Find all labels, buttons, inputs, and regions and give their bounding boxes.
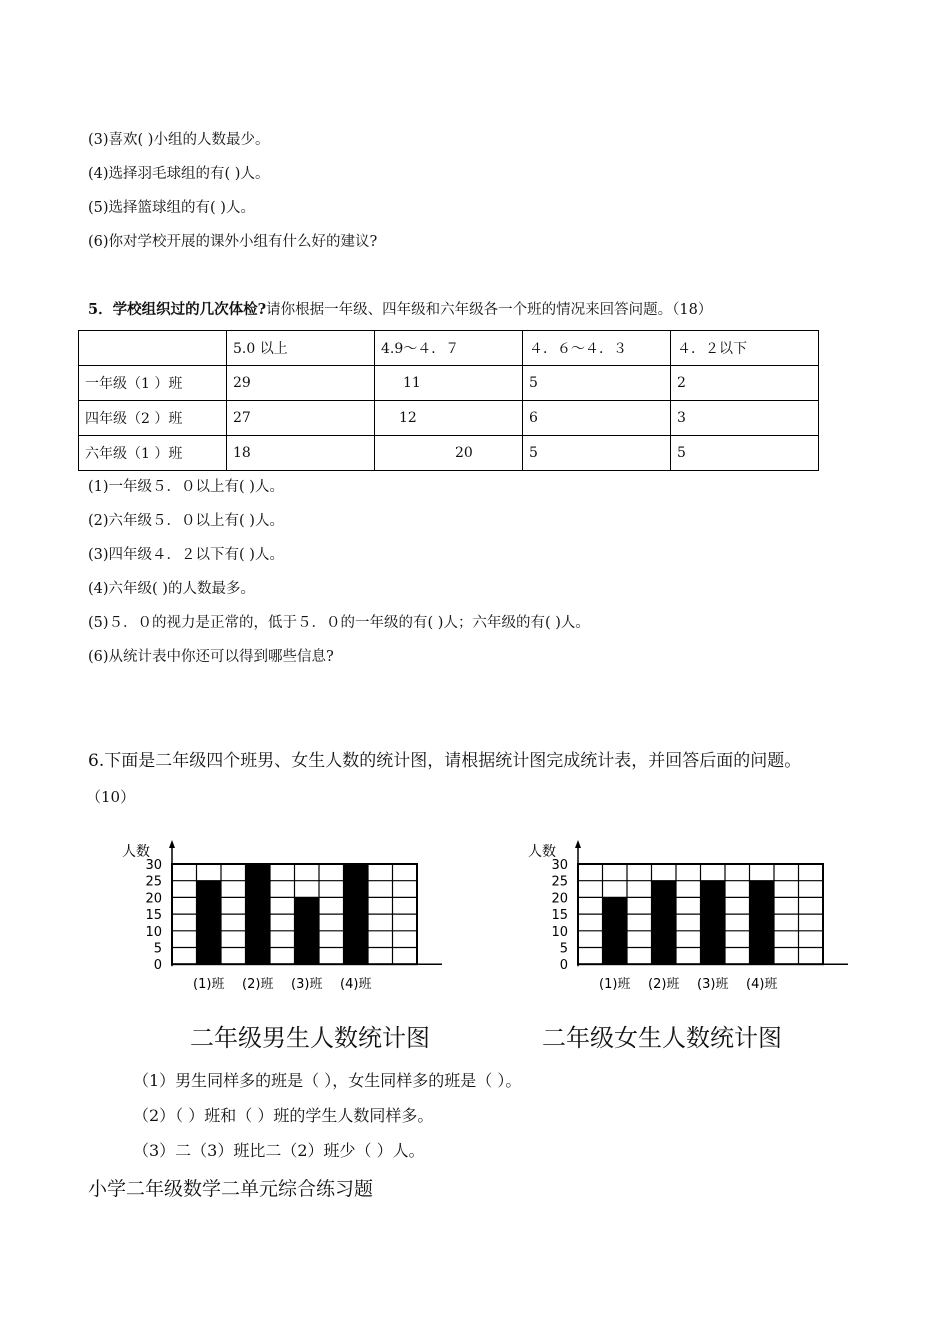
y-tick-label: 0 <box>559 958 568 974</box>
y-axis-label: 人数 <box>528 844 556 860</box>
q5-question-5: (5)５．０的视力是正常的，低于５．０的一年级的有( )人；六年级的有( )人。 <box>88 615 590 631</box>
vision-table <box>78 330 819 471</box>
y-tick-label: 5 <box>153 941 162 957</box>
q5-title-bold: 5．学校组织过的几次体检? <box>88 301 267 318</box>
table-header-cell: 5.0 以上 <box>227 331 375 366</box>
footer-title: 小学二年级数学二单元综合练习题 <box>88 1178 374 1200</box>
bar-1 <box>197 881 222 965</box>
table-cell: 18 <box>227 436 375 471</box>
table-cell: 5 <box>523 366 671 401</box>
q5-question-2: (2)六年级５．０以上有( )人。 <box>88 513 284 529</box>
q5-question-3: (3)四年级４．２以下有( )人。 <box>88 547 284 563</box>
q4-line-4: (4)选择羽毛球组的有( )人。 <box>88 166 270 182</box>
y-tick-label: 15 <box>551 908 568 924</box>
table-header-cell <box>79 331 227 366</box>
girls-chart <box>518 838 848 1002</box>
y-axis-arrow <box>575 840 581 848</box>
boys-chart-svg <box>112 838 442 998</box>
q5-question-6: (6)从统计表中你还可以得到哪些信息? <box>88 649 334 665</box>
table-header-row <box>79 331 819 366</box>
y-tick-label: 25 <box>145 874 162 890</box>
y-tick-label: 15 <box>145 908 162 924</box>
table-cell: 6 <box>523 401 671 436</box>
x-tick-label: (4)班 <box>746 977 778 993</box>
q5-question-1: (1)一年级５．０以上有( )人。 <box>88 479 284 495</box>
y-tick-label: 30 <box>145 858 162 873</box>
bar-2 <box>652 881 677 965</box>
table-cell: 四年级（2 ）班 <box>79 401 227 436</box>
x-tick-label: (2)班 <box>648 977 680 993</box>
q5-question-4: (4)六年级( )的人数最多。 <box>88 581 255 597</box>
y-tick-label: 0 <box>153 958 162 974</box>
y-tick-label: 25 <box>551 874 568 890</box>
y-tick-label: 20 <box>145 891 162 907</box>
table-cell: 六年级（1 ）班 <box>79 436 227 471</box>
table-cell: 5 <box>671 436 819 471</box>
table-cell: 20 <box>375 436 523 471</box>
table-header-cell: ４．２以下 <box>671 331 819 366</box>
x-tick-label: (2)班 <box>242 977 274 993</box>
q4-line-6: (6)你对学校开展的课外小组有什么好的建议? <box>88 234 378 250</box>
table-cell: 2 <box>671 366 819 401</box>
table-cell: 27 <box>227 401 375 436</box>
q4-line-5: (5)选择篮球组的有( )人。 <box>88 200 255 216</box>
table-row <box>79 366 819 401</box>
y-axis-arrow <box>169 840 175 848</box>
x-tick-label: (1)班 <box>599 977 631 993</box>
boys-chart-title: 二年级男生人数统计图 <box>190 1024 430 1052</box>
table-header-cell: ４．６～４．３ <box>523 331 671 366</box>
bar-3 <box>701 881 726 965</box>
q6-title: 6.下面是二年级四个班男、女生人数的统计图，请根据统计图完成统计表，并回答后面的问题。 <box>88 751 802 771</box>
table-cell: 29 <box>227 366 375 401</box>
q6-question-3: （3）二（3）班比二（2）班少（ ）人。 <box>133 1141 425 1160</box>
q6-score: （10） <box>86 788 136 806</box>
table-cell: 一年级（1 ）班 <box>79 366 227 401</box>
q5-title <box>88 298 712 319</box>
q4-line-3: (3)喜欢( )小组的人数最少。 <box>88 132 270 148</box>
table-cell: 3 <box>671 401 819 436</box>
girls-chart-title: 二年级女生人数统计图 <box>542 1024 782 1052</box>
y-tick-label: 20 <box>551 891 568 907</box>
x-tick-label: (4)班 <box>340 977 372 993</box>
q6-question-2: （2）（ ）班和（ ）班的学生人数同样多。 <box>133 1106 434 1125</box>
x-tick-label: (3)班 <box>697 977 729 993</box>
y-tick-label: 30 <box>551 858 568 873</box>
q6-question-1: （1）男生同样多的班是（ ），女生同样多的班是（ ）。 <box>133 1071 522 1090</box>
q5-title-rest: 请你根据一年级、四年级和六年级各一个班的情况来回答问题。（18） <box>266 302 713 318</box>
table-row <box>79 436 819 471</box>
boys-chart <box>112 838 442 1002</box>
table-row <box>79 401 819 436</box>
x-tick-label: (1)班 <box>193 977 225 993</box>
y-axis-label: 人数 <box>122 844 150 860</box>
y-tick-label: 5 <box>559 941 568 957</box>
table-cell: 12 <box>375 401 523 436</box>
x-tick-label: (3)班 <box>291 977 323 993</box>
y-tick-label: 10 <box>145 924 162 940</box>
bar-4 <box>750 881 775 965</box>
table-header-cell: 4.9～４．７ <box>375 331 523 366</box>
y-tick-label: 10 <box>551 924 568 940</box>
table-cell: 5 <box>523 436 671 471</box>
girls-chart-svg <box>518 838 848 998</box>
table-cell: 11 <box>375 366 523 401</box>
